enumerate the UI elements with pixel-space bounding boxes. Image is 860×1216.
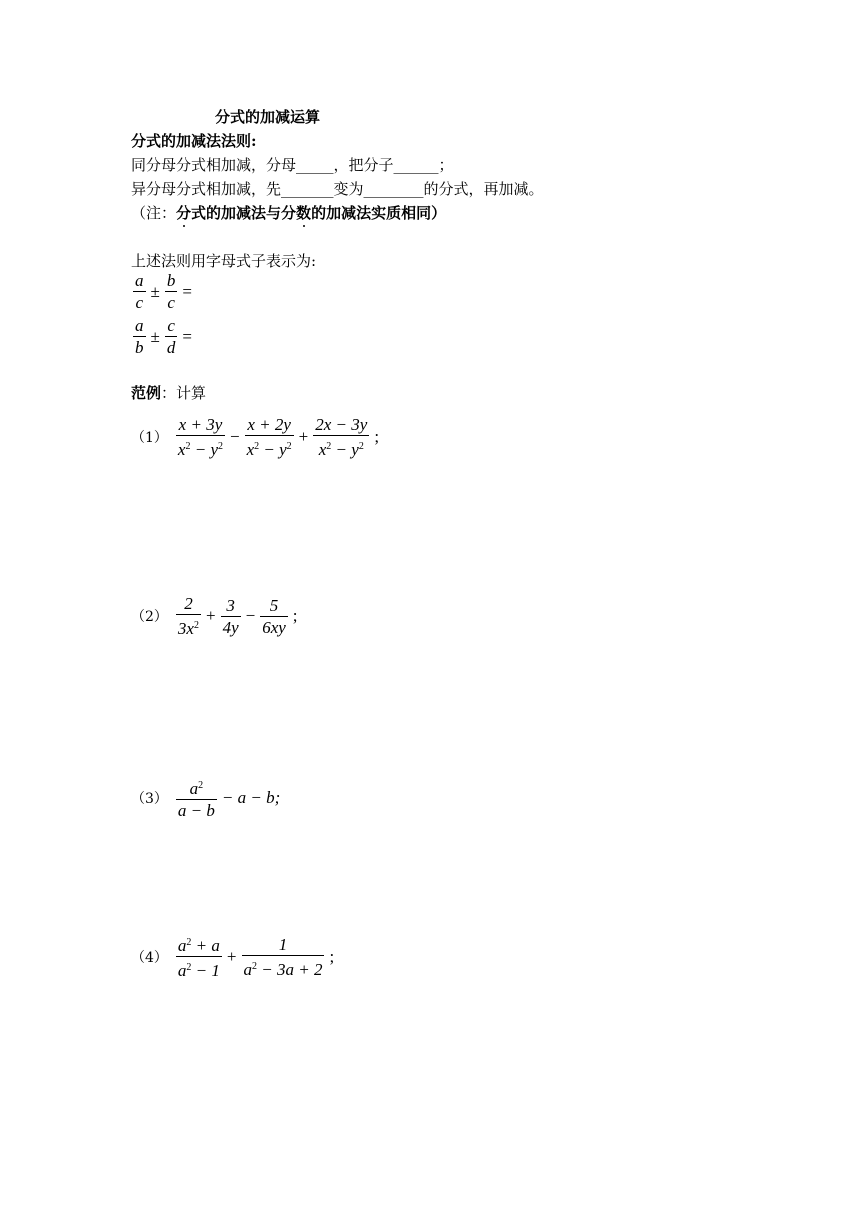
rule-same-denominator: 同分母分式相加减，分母_____，把分子______；: [131, 156, 454, 174]
denominator: [176, 957, 222, 981]
example-label: （3）: [131, 791, 168, 807]
den-base: 3x: [177, 619, 194, 638]
exponent: 2: [252, 960, 257, 972]
operator: +: [205, 606, 216, 625]
example-2: [131, 593, 301, 639]
numerator: x + 3y: [176, 414, 225, 436]
equals-sign: =: [182, 281, 192, 301]
den-base: x: [246, 440, 255, 459]
exponent: 2: [186, 937, 192, 948]
example-label: （1）: [131, 430, 168, 446]
example-label: （2）: [131, 609, 168, 625]
den-rest: − y: [259, 440, 287, 459]
denominator: [313, 436, 369, 460]
document-title: 分式的加减运算: [215, 108, 321, 126]
numerator: x + 2y: [245, 414, 294, 436]
formula-same-denominator: [131, 270, 195, 313]
examples-heading: [131, 383, 206, 403]
numerator: 5: [260, 595, 288, 617]
example-3: [131, 775, 283, 821]
note-text-1: 式的加减法与分: [191, 204, 297, 222]
den-rest: − y: [331, 440, 359, 459]
numerator: [176, 775, 217, 800]
fraction: [165, 270, 178, 313]
numerator: 2x − 3y: [315, 415, 368, 434]
numerator: 2: [176, 593, 201, 615]
fraction: [176, 593, 201, 639]
numerator: a: [135, 316, 144, 335]
fraction: [221, 595, 241, 638]
operator: ±: [150, 281, 160, 301]
fraction: [260, 595, 288, 638]
denominator: c: [167, 293, 175, 312]
equals-sign: =: [182, 326, 192, 346]
fraction: [176, 775, 217, 821]
den-base: x: [318, 440, 327, 459]
denominator: [245, 436, 294, 460]
numerator: [176, 932, 222, 957]
exponent: 2: [218, 441, 223, 452]
den-base: x: [177, 440, 186, 459]
rule-different-denominator: 异分母分式相加减，先_______变为________的分式，再加减。: [131, 180, 544, 198]
operator: ±: [150, 326, 160, 346]
den-rest: − 1: [191, 961, 220, 980]
num-rest: + a: [191, 936, 220, 955]
examples-heading-rest: ：计算: [161, 384, 207, 402]
exponent: 2: [193, 620, 199, 631]
denominator: [176, 615, 201, 639]
denominator: a − b: [177, 801, 215, 820]
denominator: d: [166, 338, 176, 357]
denominator: c: [135, 293, 144, 312]
num-base: a: [177, 936, 187, 955]
denominator: 6xy: [262, 617, 286, 637]
denominator: 4y: [222, 617, 239, 637]
operator: +: [226, 946, 237, 966]
exponent: 2: [186, 962, 192, 973]
note-emphasis-1: 分: [176, 204, 192, 222]
fraction: [133, 270, 146, 313]
fraction: [176, 414, 225, 460]
expression-tail: − a − b;: [221, 788, 281, 807]
semicolon: ;: [374, 427, 380, 446]
operator: −: [245, 606, 256, 625]
fraction: [242, 934, 325, 980]
exponent: 2: [358, 441, 364, 452]
denominator: [176, 436, 225, 460]
numerator: 1: [242, 934, 325, 956]
fraction: [313, 414, 369, 460]
fraction: [176, 932, 222, 981]
note-open: （注：: [131, 204, 177, 222]
fraction: [133, 315, 146, 358]
den-rest: − 3a + 2: [257, 959, 323, 979]
exponent: 2: [326, 441, 332, 452]
den-rest: − y: [190, 440, 218, 459]
note-line: [131, 203, 446, 223]
examples-heading-bold: 范例: [131, 384, 162, 402]
numerator: b: [166, 271, 176, 290]
letters-intro: 上述法则用字母式子表示为:: [131, 252, 317, 270]
rule-heading: 分式的加减法法则:: [131, 132, 257, 150]
fraction: [245, 414, 294, 460]
note-text-2: 的加减法实质相同）: [311, 204, 447, 222]
semicolon: ;: [292, 606, 298, 625]
operator: +: [298, 427, 309, 446]
note-emphasis-2: 数: [296, 204, 312, 222]
exponent: 2: [254, 441, 260, 452]
formula-different-denominator: [131, 315, 195, 358]
num-base: a: [189, 779, 199, 798]
numerator: c: [165, 315, 178, 337]
operator: −: [230, 427, 240, 446]
denominator: [242, 956, 325, 980]
semicolon: ;: [329, 946, 335, 966]
den-base: a: [243, 959, 252, 979]
exponent: 2: [185, 441, 191, 452]
den-base: a: [177, 961, 187, 980]
exponent: 2: [286, 441, 292, 452]
fraction: [165, 315, 178, 358]
example-1: [131, 414, 382, 460]
exponent: 2: [198, 780, 204, 791]
denominator: b: [135, 338, 144, 357]
example-label: （4）: [131, 949, 168, 966]
numerator: a: [135, 271, 144, 290]
example-4: [131, 932, 337, 981]
numerator: 3: [221, 595, 241, 617]
